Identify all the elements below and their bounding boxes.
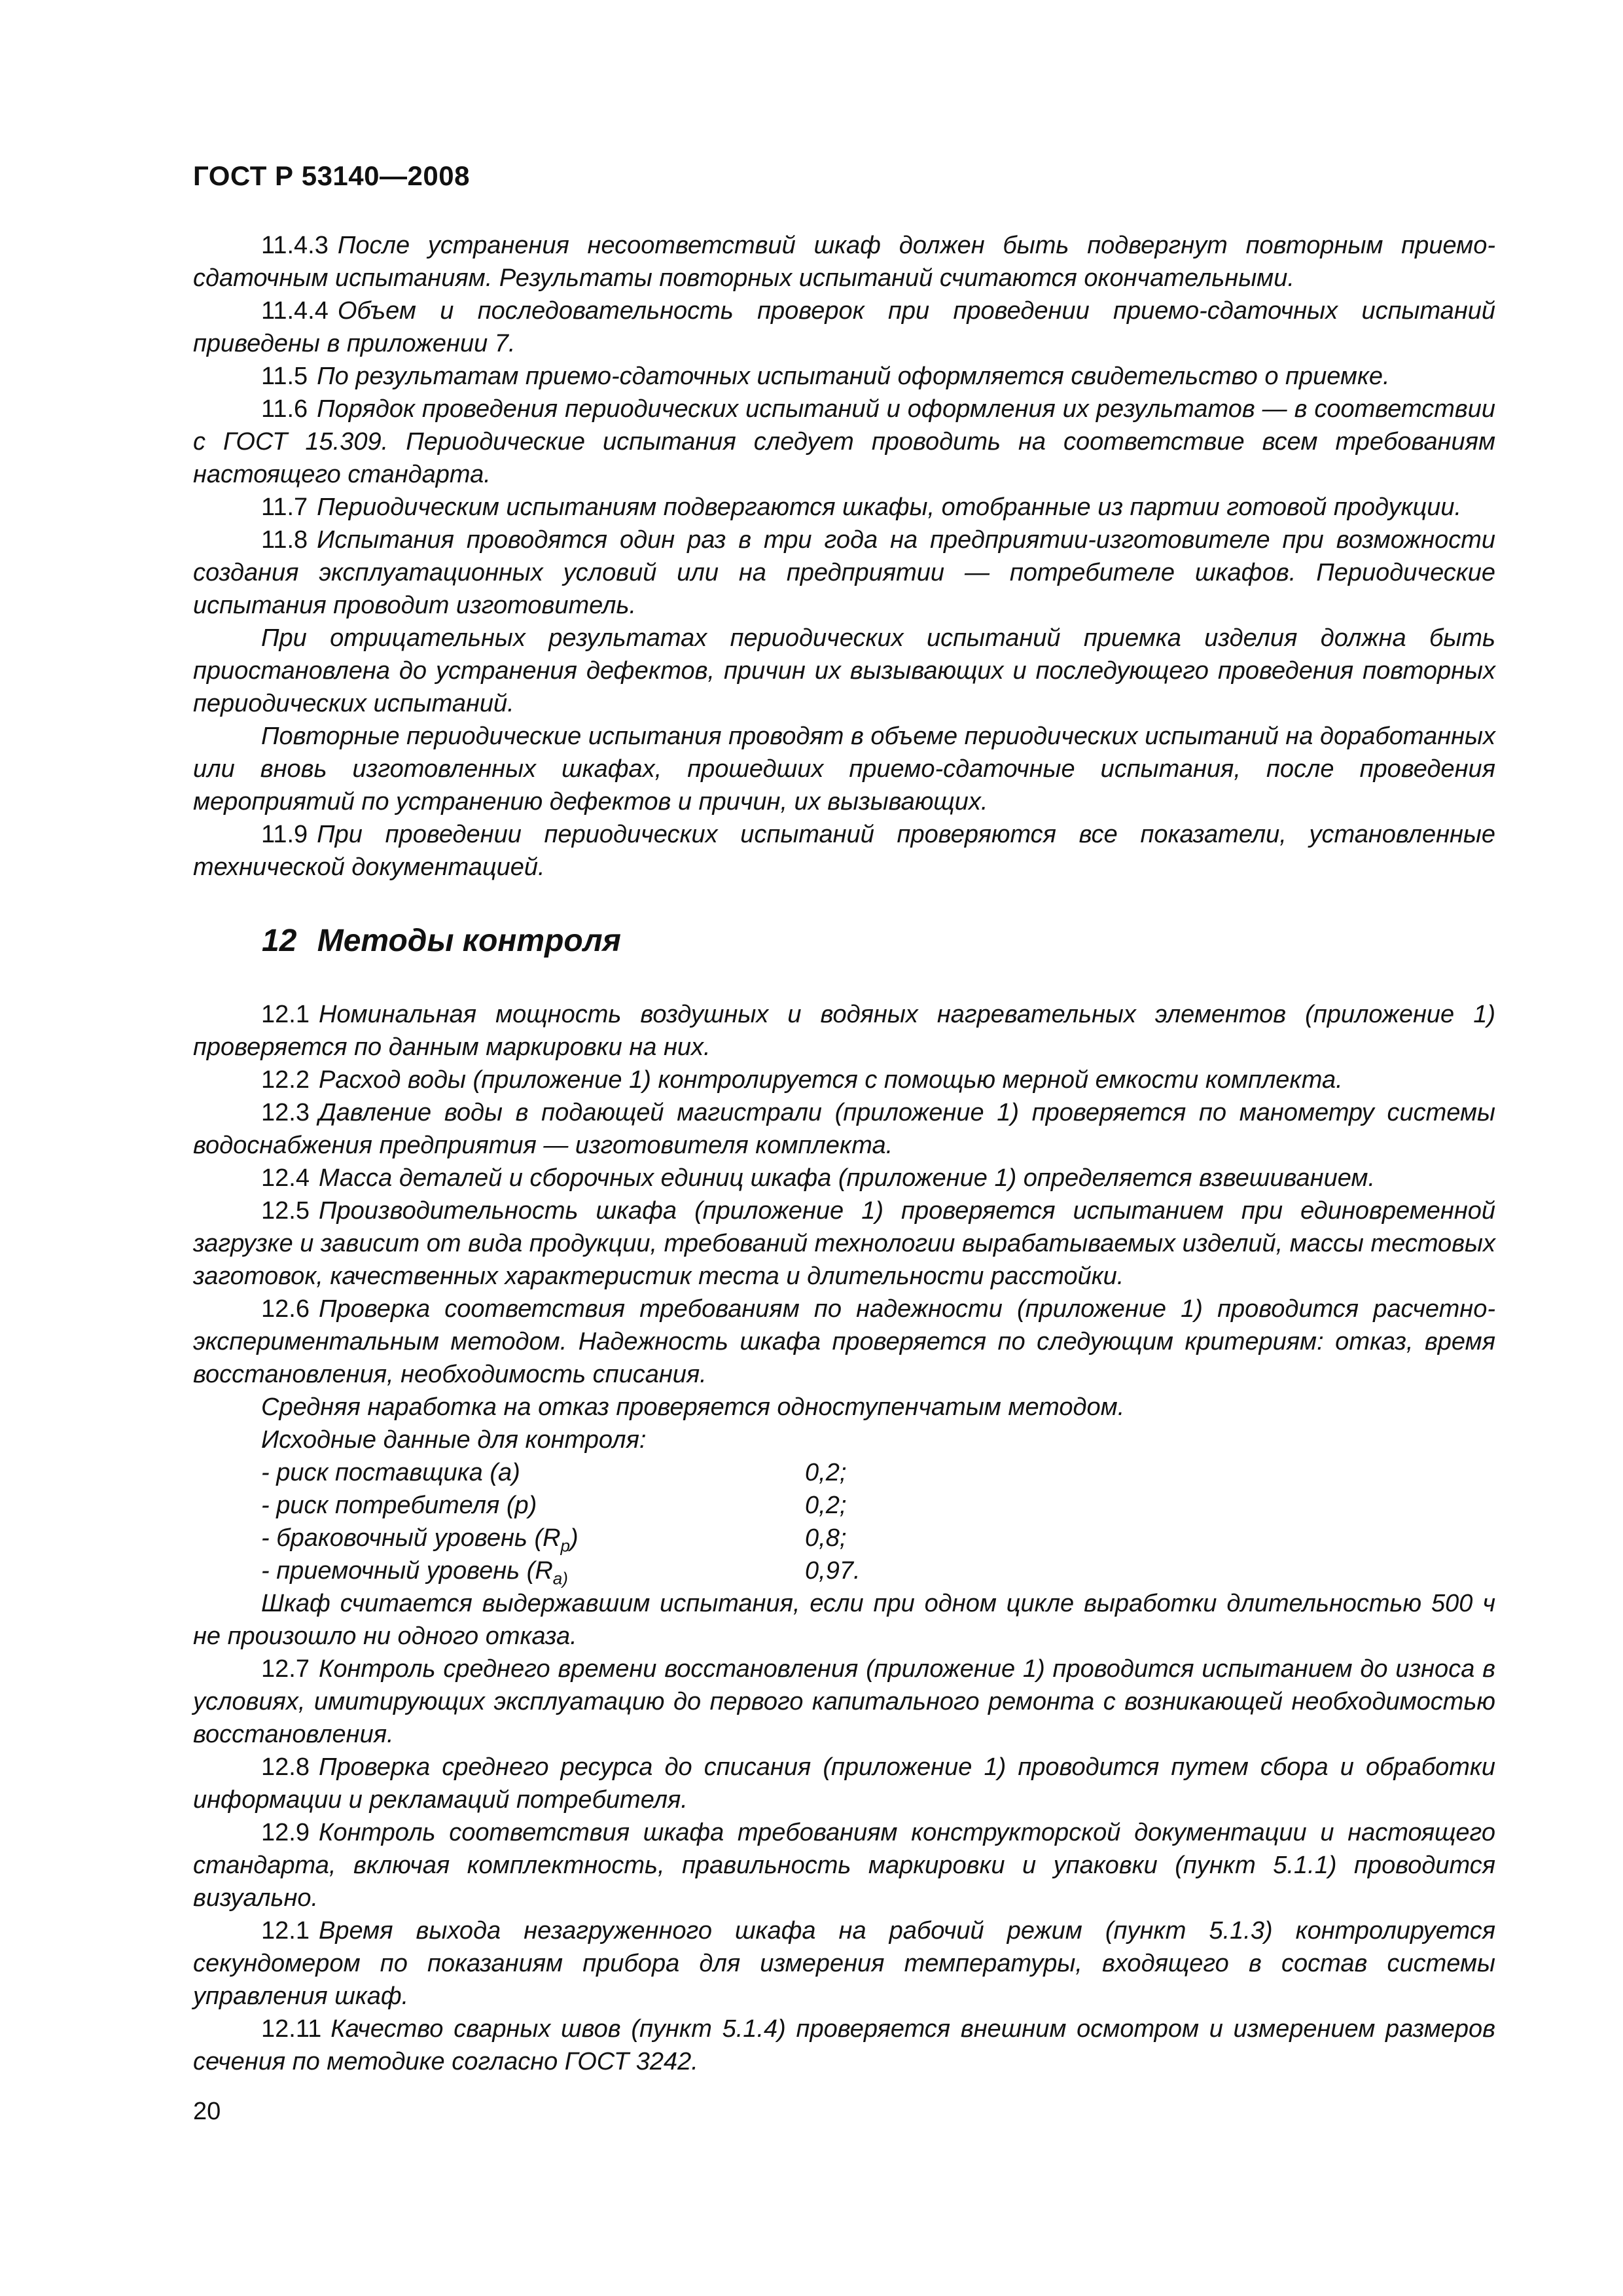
section-title [262,923,621,959]
label-close: ) [570,1524,579,1552]
paragraph [193,524,1495,622]
list-item-label [261,1456,520,1489]
clause-number: 12.1 [261,1917,310,1945]
paragraph [193,998,1495,1064]
paragraph-text: Масса деталей и сборочных единиц шкафа (приложение 1) определяется взвешиванием. [318,1164,1376,1192]
paragraph-text: Шкаф считается выдержавшим испытания, если при одном цикле выработки длительностью 500 ч не произошло ни одного отказа. [193,1590,1495,1650]
paragraph [193,622,1495,720]
list-item-label [261,1522,579,1554]
list-item [193,1456,1495,1489]
page-number: 20 [193,2098,221,2125]
paragraph [193,295,1495,360]
paragraph-text: Порядок проведения периодических испытаний и оформления их результатов — в соответствии с ГОСТ 15.309. Периодические испытания следует проводить на соответствие всем требованиям настоящего стандарта. [193,395,1495,488]
clause-number: 12.11 [261,2015,322,2043]
paragraph-text: При проведении периодических испытаний проверяются все показатели, установленные технической документацией. [193,821,1495,881]
paragraph [193,1293,1495,1391]
paragraph-text: Повторные периодические испытания проводят в объеме периодических испытаний на доработанных или вновь изготовленных шкафах, прошедших приемо-сдаточные испытания, после проведения мероприятий по устранению дефектов и причин, их вызывающих. [193,723,1496,816]
list-item-value: 0,2; [805,1459,847,1486]
label-subscript: р [560,1535,571,1556]
clause-number: 12.3 [261,1099,310,1126]
label-subscript: а) [552,1568,568,1588]
label-text: - риск потребителя (р) [261,1492,537,1519]
paragraph-text: Номинальная мощность воздушных и водяных нагревательных элементов (приложение 1) проверяется по данным маркировки на них. [193,1001,1495,1061]
clause-number: 12.7 [261,1655,310,1683]
section-heading: Методы контроля [317,924,621,958]
paragraph [193,229,1495,295]
section-12-text [193,998,1495,1456]
list-item-value: 0,2; [805,1492,847,1519]
clause-number: 12.2 [261,1066,310,1094]
paragraph [193,1391,1495,1424]
paragraph-text: Испытания проводятся один раз в три года на предприятии-изготовителе при возможности создания эксплуатационных условий или на предприятии — потребителе шкафов. Периодические испытания проводит изготовитель. [193,526,1495,619]
paragraph [193,393,1495,491]
list-item-label [261,1489,537,1522]
paragraph [193,1194,1495,1293]
paragraph [193,1587,1495,1653]
label-text: - приемочный уровень (R [261,1557,553,1585]
list-item [193,1522,1495,1554]
section-11-text [193,229,1495,884]
document-header: ГОСТ Р 53140—2008 [193,160,470,191]
paragraph-text: При отрицательных результатах периодических испытаний приемка изделия должна быть приостановлена до устранения дефектов, причин их вызывающих и последующего проведения повторных периодических испытаний. [193,624,1495,717]
paragraph [193,1162,1495,1194]
clause-number: 11.5 [261,363,308,390]
control-data-list [193,1456,1495,1587]
clause-number: 11.6 [261,395,308,423]
paragraph [193,1751,1495,1816]
paragraph-text: Качество сварных швов (пункт 5.1.4) проверяется внешним осмотром и измерением размеров сечения по методике согласно ГОСТ 3242. [193,2015,1495,2075]
paragraph [193,1653,1495,1751]
paragraph [193,1064,1495,1096]
list-item-value: 0,97. [805,1557,861,1585]
paragraph [193,720,1495,818]
paragraph-text: Давление воды в подающей магистрали (приложение 1) проверяется по манометру системы водоснабжения предприятия — изготовителя комплекта. [193,1099,1495,1159]
paragraph [193,818,1495,884]
paragraph-text: Контроль соответствия шкафа требованиям конструкторской документации и настоящего стандарта, включая комплектность, правильность маркировки и упаковки (пункт 5.1.1) проводится визуально. [193,1819,1495,1912]
paragraph-text: Проверка соответствия требованиям по надежности (приложение 1) проводится расчетно-экспериментальным методом. Надежность шкафа проверяется по следующим критериям: отказ, время восстановления, необходимость списания. [193,1295,1495,1388]
paragraph-text: Производительность шкафа (приложение 1) проверяется испытанием при единовременной загрузке и зависит от вида продукции, требований технологии вырабатываемых изделий, массы тестовых заготовок, качественных характеристик теста и длительности расстойки. [193,1197,1495,1290]
clause-number: 11.7 [261,493,308,521]
paragraph-text: Контроль среднего времени восстановления (приложение 1) проводится испытанием до износа в условиях, имитирующих эксплуатацию до первого капитального ремонта с возникающей необходимостью восстановления. [193,1655,1495,1748]
paragraph-text: Проверка среднего ресурса до списания (приложение 1) проводится путем сбора и обработки информации и рекламаций потребителя. [193,1753,1495,1814]
paragraph-text: По результатам приемо-сдаточных испытаний оформляется свидетельство о приемке. [317,363,1390,390]
list-item [193,1489,1495,1522]
label-text: - браковочный уровень (R [261,1524,561,1552]
paragraph-text: Исходные данные для контроля: [261,1426,647,1454]
list-item-value: 0,8; [805,1524,847,1552]
section-number: 12 [262,924,297,958]
clause-number: 11.8 [261,526,308,554]
label-text: - риск поставщика (а) [261,1459,520,1486]
paragraph [193,360,1495,393]
clause-number: 12.4 [261,1164,310,1192]
clause-number: 11.9 [261,821,308,848]
clause-number: 12.6 [261,1295,310,1323]
clause-number: 12.8 [261,1753,310,1781]
paragraph-text: Расход воды (приложение 1) контролируется с помощью мерной емкости комплекта. [318,1066,1343,1094]
paragraph [193,1424,1495,1456]
paragraph-text: Средняя наработка на отказ проверяется одноступенчатым методом. [261,1393,1125,1421]
paragraph [193,1914,1495,2013]
clause-number: 12.5 [261,1197,310,1225]
section-12-continued [193,1587,1495,2078]
clause-number: 12.9 [261,1819,310,1846]
paragraph [193,2013,1495,2078]
paragraph-text: Объем и последовательность проверок при проведении приемо-сдаточных испытаний приведены в приложении 7. [193,297,1495,357]
clause-number: 11.4.3 [261,232,329,259]
list-item-label [261,1554,568,1587]
paragraph-text: После устранения несоответствий шкаф должен быть подвергнут повторным приемо-сдаточным испытаниям. Результаты повторных испытаний считаются окончательными. [193,232,1495,292]
paragraph [193,1096,1495,1162]
clause-number: 12.1 [261,1001,310,1028]
paragraph [193,1816,1495,1914]
paragraph [193,491,1495,524]
paragraph-text: Периодическим испытаниям подвергаются шкафы, отобранные из партии готовой продукции. [317,493,1462,521]
clause-number: 11.4.4 [261,297,329,325]
list-item [193,1554,1495,1587]
paragraph-text: Время выхода незагруженного шкафа на рабочий режим (пункт 5.1.3) контролируется секундомером по показаниям прибора для измерения температуры, входящего в состав системы управления шкаф. [193,1917,1495,2010]
